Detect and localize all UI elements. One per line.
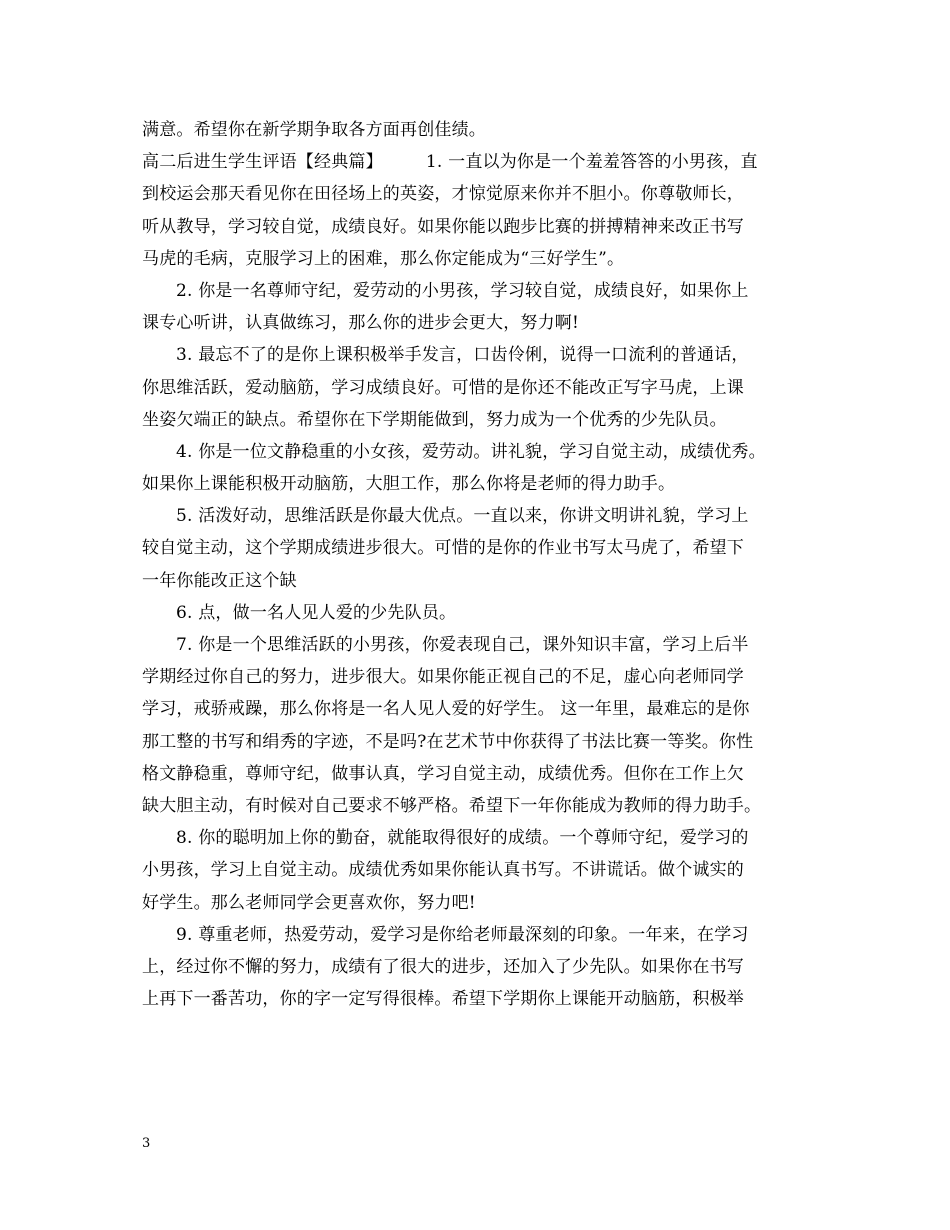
text-line: 课专心听讲，认真做练习，那么你的进步会更大，努力啊! <box>142 313 580 334</box>
text-line: 高二后进生学生评语【经典篇】 1. 一直以为你是一个羞羞答答的小男孩，直 <box>142 152 758 173</box>
text-line: 9. 尊重老师，热爱劳动，爱学习是你给老师最深刻的印象。一年来，在学习 <box>176 924 749 945</box>
text-line: 格文静稳重，尊师守纪，做事认真，学习自觉主动，成绩优秀。但你在工作上欠 <box>142 763 744 784</box>
text-line: 好学生。那么老师同学会更喜欢你，努力吧! <box>142 892 476 913</box>
text-line: 如果你上课能积极开动脑筋，大胆工作，那么你将是老师的得力助手。 <box>142 474 676 495</box>
text-line: 学期经过你自己的努力，进步很大。如果你能正视自己的不足，虚心向老师同学 <box>142 667 744 688</box>
text-line: 马虎的毛病，克服学习上的困难，那么你定能成为“三好学生”。 <box>142 248 625 269</box>
text-line: 那工整的书写和绢秀的字迹，不是吗?在艺术节中你获得了书法比赛一等奖。你性 <box>142 731 754 752</box>
text-line: 5. 活泼好动，思维活跃是你最大优点。一直以来，你讲文明讲礼貌，学习上 <box>176 506 749 527</box>
text-line: 6. 点，做一名人见人爱的少先队员。 <box>176 602 457 623</box>
text-line: 7. 你是一个思维活跃的小男孩，你爱表现自己，课外知识丰富，学习上后半 <box>176 635 749 655</box>
text-line: 较自觉主动，这个学期成绩进步很大。可惜的是你的作业书写太马虎了，希望下 <box>142 538 744 559</box>
text-line: 你思维活跃，爱动脑筋，学习成绩良好。可惜的是你还不能改正写字马虎，上课 <box>142 377 744 398</box>
text-line: 上再下一番苦功，你的字一定写得很棒。希望下学期你上课能开动脑筋，积极举 <box>142 989 744 1010</box>
text-line: 缺大胆主动，有时候对自己要求不够严格。希望下一年你能成为教师的得力助手。 <box>142 795 762 816</box>
text-line: 听从教导，学习较自觉，成绩良好。如果你能以跑步比赛的拼搏精神来改正书写 <box>142 216 744 237</box>
text-line: 4. 你是一位文静稳重的小女孩，爱劳动。讲礼貌，学习自觉主动，成绩优秀。 <box>176 441 766 462</box>
text-line: 一年你能改正这个缺 <box>142 570 297 591</box>
text-line: 3. 最忘不了的是你上课积极举手发言，口齿伶俐，说得一口流利的普通话， <box>176 345 749 366</box>
text-line: 上，经过你不懈的努力，成绩有了很大的进步，还加入了少先队。如果你在书写 <box>142 956 744 977</box>
text-line: 小男孩，学习上自觉主动。成绩优秀如果你能认真书写。不讲谎话。做个诚实的 <box>142 860 744 881</box>
text-line: 满意。希望你在新学期争取各方面再创佳绩。 <box>142 120 486 140</box>
text-line: 坐姿欠端正的缺点。希望你在下学期能做到，努力成为一个优秀的少先队员。 <box>142 409 727 430</box>
text-line: 8. 你的聪明加上你的勤奋，就能取得很好的成绩。一个尊师守纪，爱学习的 <box>176 828 749 849</box>
text-line: 2. 你是一名尊师守纪，爱劳动的小男孩，学习较自觉，成绩良好，如果你上 <box>176 280 749 301</box>
document-body <box>142 114 822 1015</box>
text-line: 学习，戒骄戒躁，那么你将是一名人见人爱的好学生。 这一年里，最难忘的是你 <box>142 699 750 720</box>
text-line: 到校运会那天看见你在田径场上的英姿，才惊觉原来你并不胆小。你尊敬师长， <box>142 184 744 205</box>
page-number: 3 <box>142 1136 151 1151</box>
